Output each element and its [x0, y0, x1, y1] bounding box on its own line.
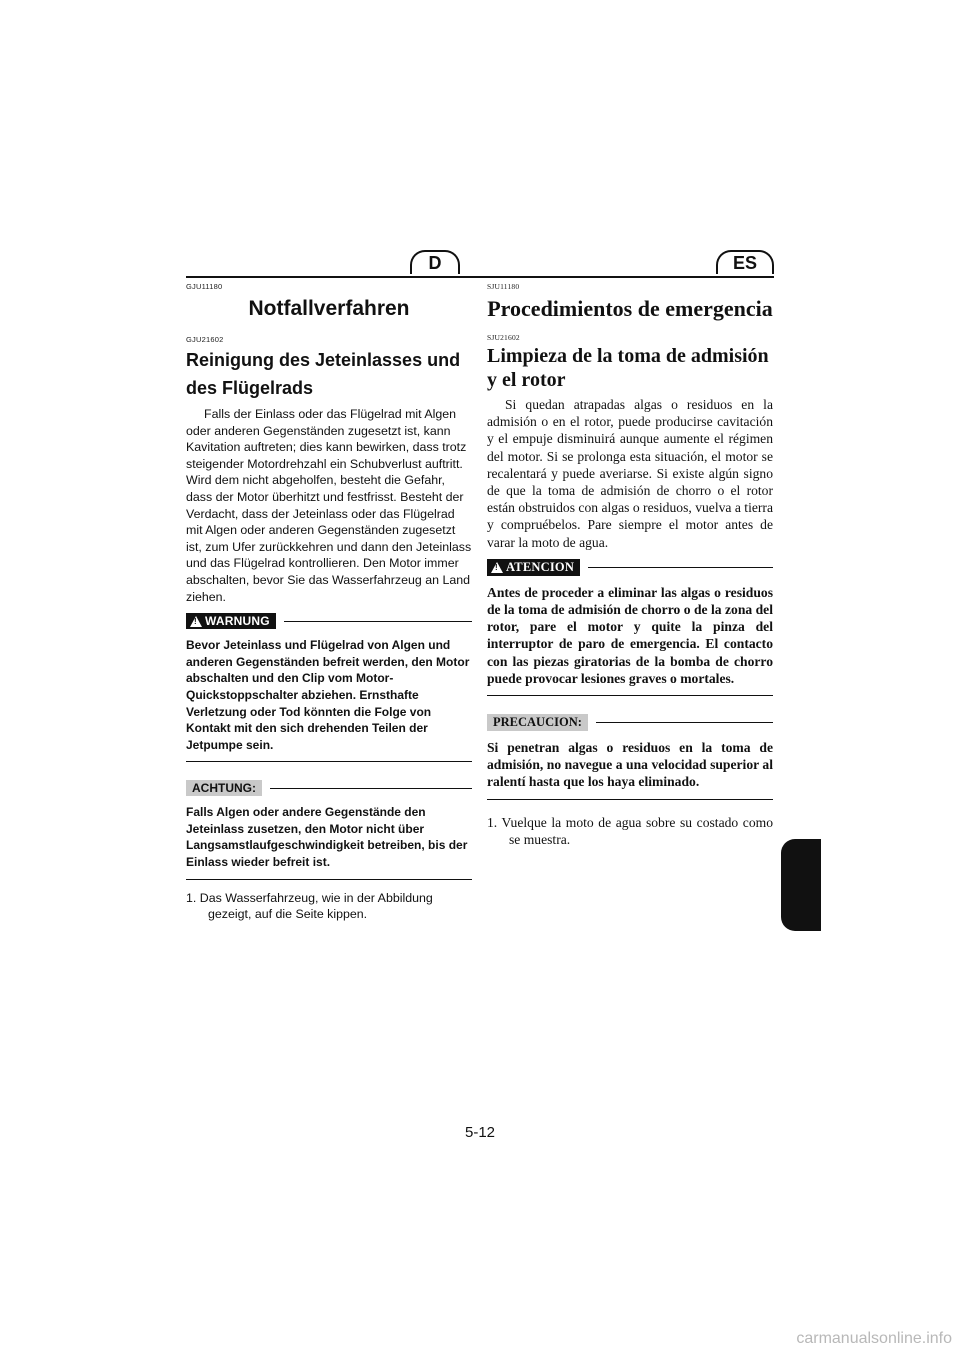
chapter-side-tab	[781, 839, 821, 931]
warning-triangle-icon	[190, 616, 202, 627]
section-code: SJU11180	[487, 282, 520, 291]
caution-label-row	[487, 714, 773, 731]
caution-text: Falls Algen oder andere Gegenstände den Jeteinlass zusetzen, den Motor nicht über Langsamstlaufgeschwindigkeit betreiben, bis der Einlass wieder befreit ist.	[186, 805, 468, 870]
language-tab-es: ES	[716, 250, 774, 274]
warning-text: Antes de proceder a eliminar las algas o residuos de la toma de admisión de chorro o de la zona del rotor, pare el motor y quite la pinza del interruptor de paro de emergencia. El contacto con las piezas giratorias de la bomba de chorro puede provocar lesiones graves o mortales.	[487, 584, 773, 686]
subsection-title: Reinigung des Jeteinlasses und des Flügelrads	[186, 350, 461, 398]
label-rule	[588, 567, 773, 568]
watermark: carmanualsonline.info	[796, 1330, 952, 1347]
subsection-title: Limpieza de la toma de admisión y el rotor	[487, 345, 769, 391]
language-header	[186, 250, 774, 278]
warning-label	[487, 559, 580, 576]
caution-label-row	[186, 780, 472, 796]
body-paragraph: Si quedan atrapadas algas o residuos en la admisión o en el rotor, puede producirse cavitación y el empuje disminuirá aunque aumente el régimen del motor. Si se prolonga esta situación, el motor se recalentará y puede averiarse. Si existe algún signo de que la toma de admisión de chorro o el rotor están obstruidos con algas o residuos, vuelva a tierra y compruébelos. Pare siempre el motor antes de varar la moto de agua.	[487, 397, 773, 550]
subsection-code: GJU21602	[186, 335, 224, 344]
step-1: 1. Vuelque la moto de agua sobre su costado como se muestra.	[487, 814, 773, 847]
caution-text: Si penetran algas o residuos en la toma de admisión, no navegue a una velocidad superior al ralentí hasta que los haya eliminado.	[487, 740, 773, 790]
page-number: 5-12	[464, 1124, 496, 1141]
section-code: GJU11180	[186, 282, 223, 291]
warning-label-row	[487, 559, 773, 576]
language-tab-d: D	[410, 250, 460, 274]
warning-triangle-icon	[491, 562, 503, 573]
warning-end-rule	[186, 761, 472, 762]
caution-end-rule	[487, 799, 773, 800]
warning-label-text: WARNUNG	[205, 614, 270, 629]
caution-end-rule	[186, 879, 472, 880]
label-rule	[596, 722, 773, 723]
warning-end-rule	[487, 695, 773, 696]
label-rule	[284, 621, 472, 622]
spanish-column	[487, 282, 773, 848]
warning-label-row	[186, 613, 472, 629]
subsection-code: SJU21602	[487, 333, 520, 342]
warning-label-text: ATENCION	[506, 559, 575, 574]
label-rule	[270, 788, 472, 789]
german-column	[186, 282, 472, 923]
caution-label: PRECAUCION:	[487, 714, 588, 731]
body-paragraph: Falls der Einlass oder das Flügelrad mit Algen oder anderen Gegenständen zugesetzt ist, kann Kavitation auftreten; dies kann bewirken, dass trotz steigender Motordrehzahl ein Schubverlust auftritt. Wird dem nicht abgeholfen, besteht die Gefahr, dass der Motor überhitzt und festfrisst. Besteht der Verdacht, dass der Jeteinlass oder das Flügelrad mit Algen oder anderen Gegenständen zugesetzt ist, zum Ufer zurückkehren und dann den Jeteinlass und das Flügelrad kontrollieren. Den Motor immer abschalten, bevor Sie das Wasserfahrzeug an Land ziehen.	[186, 407, 472, 604]
section-title: Notfallverfahren	[248, 297, 410, 320]
step-1: 1. Das Wasserfahrzeug, wie in der Abbildung gezeigt, auf die Seite kippen.	[186, 890, 433, 922]
section-title: Procedimientos de emergencia	[487, 296, 773, 321]
warning-label	[186, 613, 276, 629]
caution-label: ACHTUNG:	[186, 780, 262, 796]
header-rule	[186, 276, 774, 278]
warning-text: Bevor Jeteinlass und Flügelrad von Algen und anderen Gegenständen befreit werden, den Motor abschalten und den Clip vom Motor-Quickstoppschalter abziehen. Ernsthafte Verletzung oder Tod könnten die Folge von Kontakt mit den sich drehenden Teilen der Jetpumpe sein.	[186, 638, 470, 752]
